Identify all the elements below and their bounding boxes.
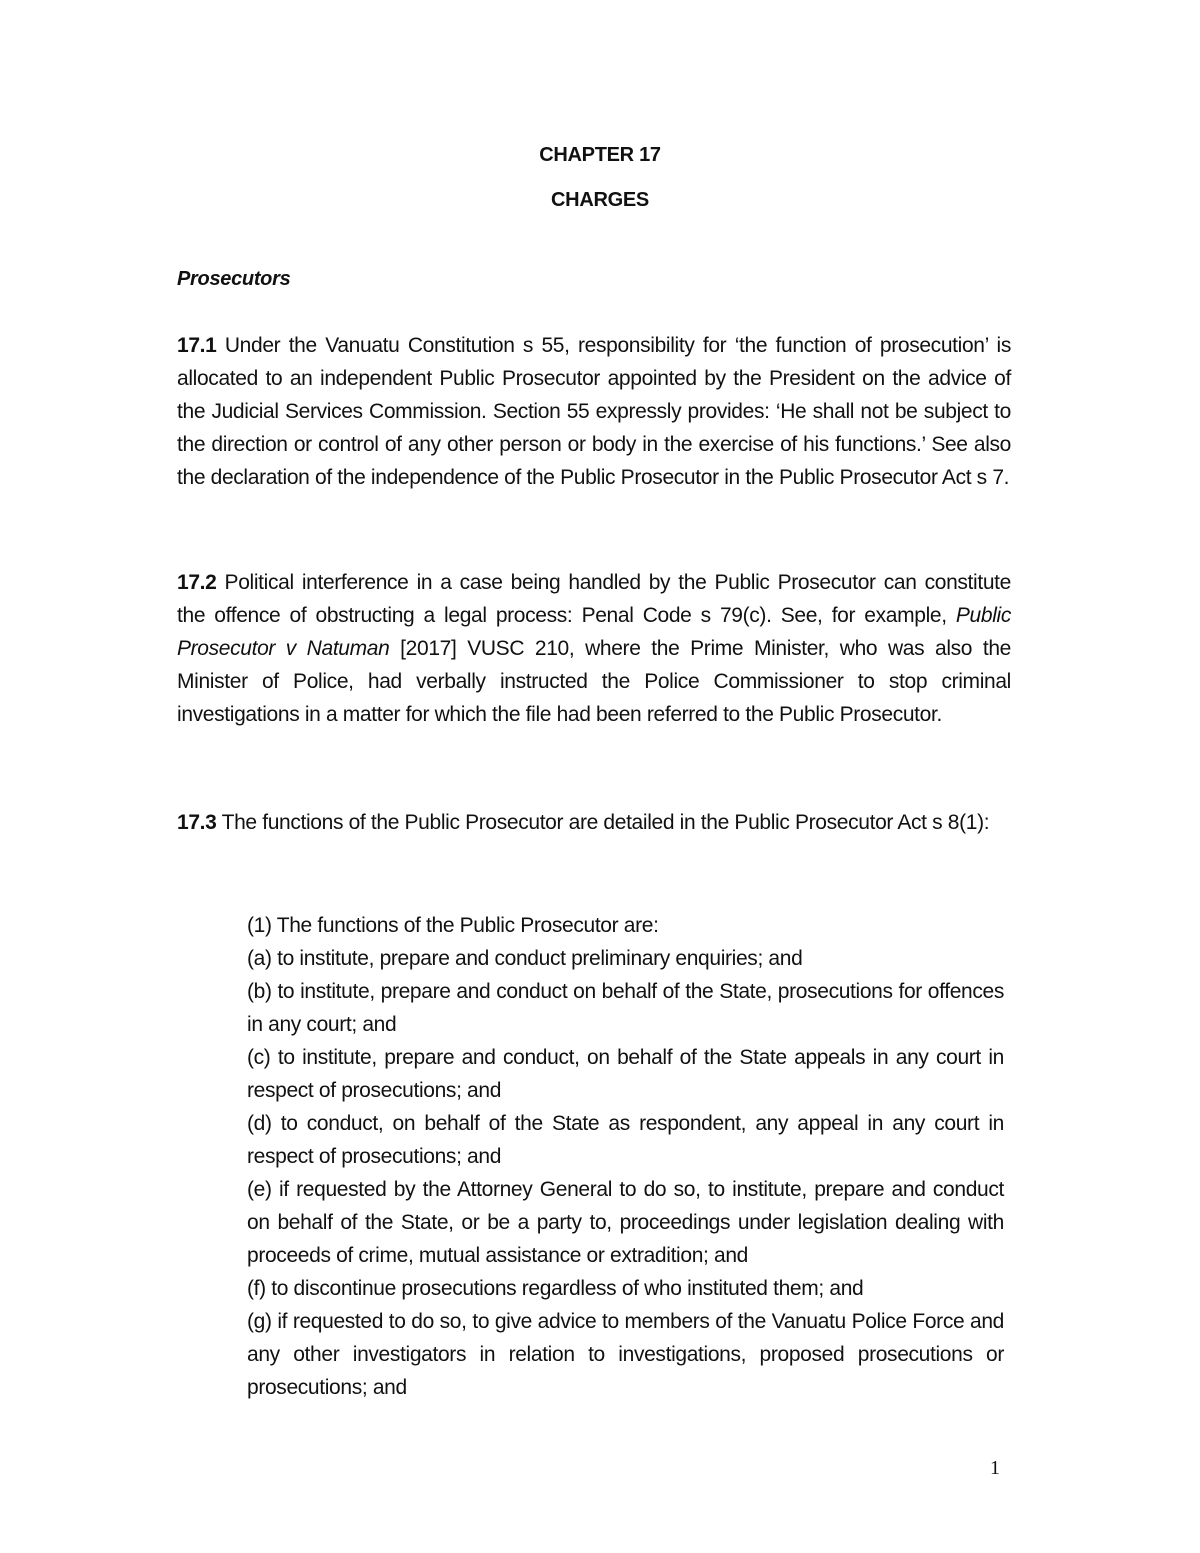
paragraph-text: Under the Vanuatu Constitution s 55, responsibility for ‘the function of prosecution’ is allocated to an independent Public Prosecutor appointed by the President on the advice of the Judicial Services Commission. Section 55 expressly provides: ‘He shall not be subject to the direction or control of any other person or body in the exercise of his functions.’ See also the declaration of the independence of the Public Prosecutor in the Public Prosecutor Act s 7. (177, 334, 1011, 489)
subheading-prosecutors: Prosecutors (177, 268, 291, 290)
paragraph-17-2 (177, 566, 1011, 731)
paragraph-17-3 (177, 806, 1011, 839)
page-number: 1 (990, 1457, 1000, 1479)
quote-line: (b) to institute, prepare and conduct on behalf of the State, prosecutions for offences in any court; and (247, 980, 1004, 1036)
paragraph-number: 17.2 (177, 571, 217, 594)
paragraph-number: 17.3 (177, 811, 217, 834)
quote-line: (a) to institute, prepare and conduct preliminary enquiries; and (247, 947, 803, 970)
quote-line: (d) to conduct, on behalf of the State as respondent, any appeal in any court in respect of prosecutions; and (247, 1112, 1004, 1168)
paragraph-17-1 (177, 329, 1011, 494)
quote-line: (f) to discontinue prosecutions regardless of who instituted them; and (247, 1277, 864, 1300)
section-title: CHARGES (551, 189, 649, 211)
block-quote-functions (247, 909, 1004, 1404)
paragraph-text: [2017] VUSC 210, where the Prime Minister, who was also the Minister of Police, had verbally instructed the Police Commissioner to stop criminal investigations in a matter for which the file had been referred to the Public Prosecutor. (177, 637, 1011, 726)
paragraph-number: 17.1 (177, 334, 217, 357)
quote-line: (c) to institute, prepare and conduct, on behalf of the State appeals in any court in respect of prosecutions; and (247, 1046, 1004, 1102)
case-citation: Public Prosecutor v Natuman (177, 604, 1011, 660)
quote-line: (g) if requested to do so, to give advice to members of the Vanuatu Police Force and any other investigators in relation to investigations, proposed prosecutions or prosecutions; and (247, 1310, 1004, 1399)
quote-line: (e) if requested by the Attorney General to do so, to institute, prepare and conduct on behalf of the State, or be a party to, proceedings under legislation dealing with proceeds of crime, mutual assistance or extradition; and (247, 1178, 1004, 1267)
quote-line: (1) The functions of the Public Prosecutor are: (247, 914, 659, 937)
paragraph-text: The functions of the Public Prosecutor are detailed in the Public Prosecutor Act s 8(1): (216, 811, 990, 834)
chapter-title: CHAPTER 17 (539, 144, 661, 166)
paragraph-text: Political interference in a case being handled by the Public Prosecutor can constitute the offence of obstructing a legal process: Penal Code s 79(c). See, for example, (177, 571, 1011, 627)
